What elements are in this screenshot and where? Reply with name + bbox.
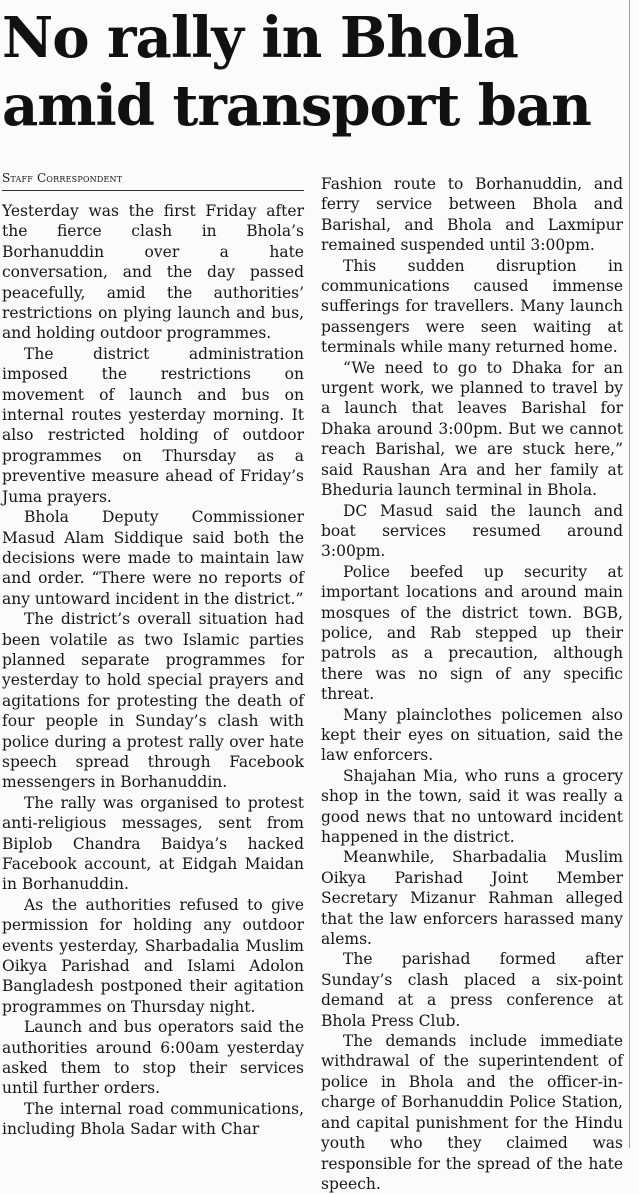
- byline: Staff Correspondent: [2, 170, 304, 191]
- headline-line-2: amid transport ban: [2, 73, 591, 139]
- paragraph: Shajahan Mia, who runs a grocery shop in the town, said it was really a good news that no untoward incident happened in the district.: [321, 766, 623, 846]
- headline: [2, 4, 634, 140]
- right-column: [321, 174, 623, 1194]
- paragraph: “We need to go to Dhaka for an urgent work, we planned to travel by a launch that leaves Barishal for Dhaka around 3:00pm. But we cannot reach Barishal, we are stuck here,” said Raushan Ara and her family at Bheduria launch terminal in Bhola.: [321, 358, 623, 500]
- paragraph: Meanwhile, Sharbadalia Muslim Oikya Parishad Joint Member Secretary Mizanur Rahman alleged that the law enforcers harassed many alems.: [321, 848, 623, 949]
- paragraph: Fashion route to Borhanuddin, and ferry service between Bhola and Barishal, and Bhola and Laxmipur remained suspended until 3:00pm.: [321, 175, 623, 255]
- paragraph: The demands include immediate withdrawal of the superintendent of police in Bhola and the officer-in-charge of Borhanuddin Police Station, and capital punishment for the Hindu youth who they claimed was responsible for the spread of the hate speech.: [321, 1032, 623, 1193]
- paragraph: Many plainclothes policemen also kept their eyes on situation, said the law enforcers.: [321, 705, 623, 765]
- paragraph: The district administration imposed the restrictions on movement of launch and bus on internal routes yesterday morning. It also restricted holding of outdoor programmes on Thursday as a preventive measure ahead of Friday’s Juma prayers.: [2, 344, 304, 506]
- headline-line-1: No rally in Bhola: [2, 5, 518, 71]
- left-column: [2, 170, 304, 1140]
- paragraph: The internal road communications, including Bhola Sadar with Char: [2, 1099, 304, 1139]
- paragraph: Bhola Deputy Commissioner Masud Alam Siddique said both the decisions were made to maintain law and order. “There were no reports of any untoward incident in the district.”: [2, 508, 304, 608]
- column-rule: [629, 0, 630, 1148]
- paragraph: The parishad formed after Sunday’s clash placed a six-point demand at a press conference at Bhola Press Club.: [321, 950, 623, 1030]
- paragraph: Yesterday was the first Friday after the fierce clash in Bhola’s Borhanuddin over a hate conversation, and the day passed peacefully, amid the authorities’ restrictions on plying launch and bus, and holding outdoor programmes.: [2, 202, 304, 343]
- paragraph: The district’s overall situation had been volatile as two Islamic parties planned separate programmes for yesterday to hold special prayers and agitations for protesting the death of four people in Sunday’s clash with police during a protest rally over hate speech spread through Facebook messengers in Borhanuddin.: [2, 610, 304, 792]
- paragraph: As the authorities refused to give permission for holding any outdoor events yesterday, Sharbadalia Muslim Oikya Parishad and Islami Adolon Bangladesh postponed their agitation programmes on Thursday night.: [2, 895, 304, 1016]
- paragraph: DC Masud said the launch and boat services resumed around 3:00pm.: [321, 501, 623, 561]
- paragraph: Launch and bus operators said the authorities around 6:00am yesterday asked them to stop their services until further orders.: [2, 1018, 304, 1098]
- paragraph: This sudden disruption in communications caused immense sufferings for travellers. Many launch passengers were seen waiting at terminals while many returned home.: [321, 256, 623, 357]
- paragraph: Police beefed up security at important locations and around main mosques of the district town. BGB, police, and Rab stepped up their patrols as a precaution, although there was no sign of any specific threat.: [321, 562, 623, 704]
- paragraph: The rally was organised to protest anti-religious messages, sent from Biplob Chandra Baidya’s hacked Facebook account, at Eidgah Maidan in Borhanuddin.: [2, 793, 304, 894]
